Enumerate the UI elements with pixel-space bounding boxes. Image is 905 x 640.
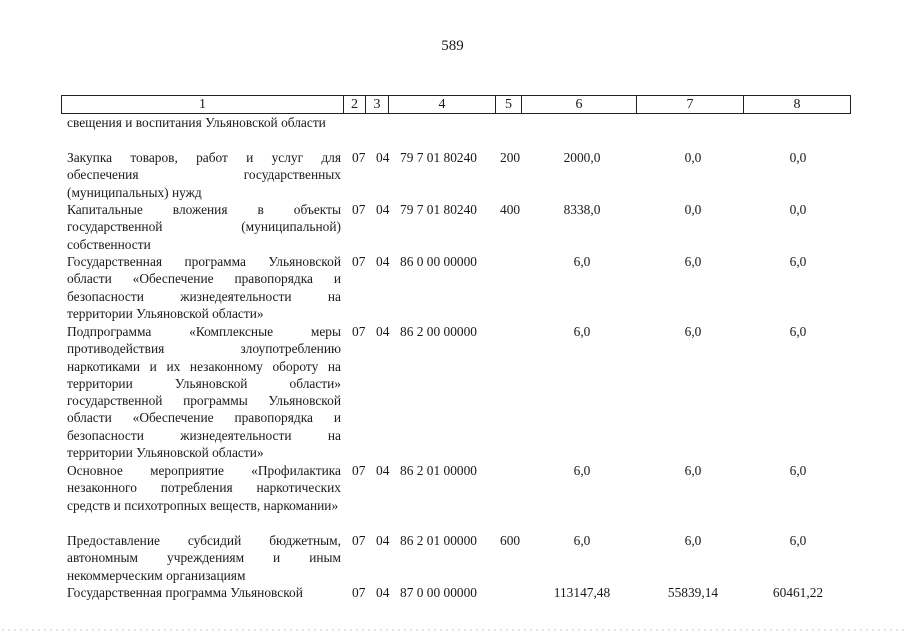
header-col-4: 4 (389, 96, 496, 113)
row-amount-year3: 6,0 (789, 533, 807, 548)
row-target-article: 79 7 01 80240 (400, 202, 477, 217)
row-amount-year1: 8338,0 (563, 202, 601, 217)
header-col-2: 2 (344, 96, 366, 113)
row-description: Государственная программа Ульяновской области «Обеспечение правопорядка и безопасности жизнедеятельности на территории Ульяновской области» (67, 254, 341, 321)
row-description: Закупка товаров, работ и услуг для обеспечения государственных (муниципальных) нужд (67, 150, 341, 200)
row-target-article: 87 0 00 00000 (400, 585, 477, 600)
row-subsection: 04 (376, 202, 390, 217)
row-target-article: 86 0 00 00000 (400, 254, 477, 269)
header-col-6: 6 (522, 96, 637, 113)
row-description: Предоставление субсидий бюджетным, автономным учреждениям и иным некоммерческим организациям (67, 533, 341, 583)
row-section: 07 (352, 463, 366, 478)
row-section: 07 (352, 202, 366, 217)
row-section: 07 (352, 150, 366, 165)
row-amount-year3: 0,0 (789, 202, 807, 217)
header-col-3: 3 (366, 96, 389, 113)
header-col-5: 5 (496, 96, 522, 113)
row-amount-year2: 6,0 (684, 533, 702, 548)
row-section: 07 (352, 533, 366, 548)
row-section: 07 (352, 254, 366, 269)
header-col-1: 1 (62, 96, 344, 113)
row-amount-year2: 6,0 (684, 463, 702, 478)
row-amount-year2: 6,0 (684, 254, 702, 269)
row-subsection: 04 (376, 254, 390, 269)
row-expense-type: 400 (500, 202, 521, 217)
row-section: 07 (352, 324, 366, 339)
row-amount-year2: 0,0 (684, 150, 702, 165)
table-header (61, 95, 851, 114)
row-amount-year1: 6,0 (573, 254, 591, 269)
row-amount-year3: 60461,22 (772, 585, 824, 600)
row-amount-year3: 6,0 (789, 463, 807, 478)
row-section: 07 (352, 585, 366, 600)
row-amount-year3: 0,0 (789, 150, 807, 165)
row-expense-type: 200 (500, 150, 521, 165)
row-subsection: 04 (376, 463, 390, 478)
row-amount-year1: 113147,48 (553, 585, 611, 600)
row-description: Капитальные вложения в объекты государственной (муниципальной) собственности (67, 202, 341, 252)
row-amount-year1: 6,0 (573, 533, 591, 548)
row-expense-type: 600 (500, 533, 521, 548)
row-target-article: 86 2 01 00000 (400, 533, 477, 548)
row-description: Подпрограмма «Комплексные меры противодействия злоупотреблению наркотиками и их незаконному обороту на территории Ульяновской области» государственной программы Ульяновской области «Обеспечение правопорядка и безопасности жизнедеятельности на территории Ульяновской области» (67, 324, 341, 461)
row-amount-year1: 6,0 (573, 463, 591, 478)
row-amount-year1: 2000,0 (563, 150, 601, 165)
row-amount-year3: 6,0 (789, 324, 807, 339)
header-col-8: 8 (793, 97, 801, 112)
row-amount-year2: 6,0 (684, 324, 702, 339)
row-amount-year1: 6,0 (573, 324, 591, 339)
row-amount-year3: 6,0 (789, 254, 807, 269)
row-subsection: 04 (376, 585, 390, 600)
row-description: свещения и воспитания Ульяновской области (67, 115, 326, 130)
row-subsection: 04 (376, 324, 390, 339)
header-col-7: 7 (637, 96, 744, 113)
row-amount-year2: 55839,14 (667, 585, 719, 600)
row-target-article: 86 2 00 00000 (400, 324, 477, 339)
page-number: 589 (441, 38, 464, 54)
row-description: Государственная программа Ульяновской (67, 585, 303, 600)
row-target-article: 86 2 01 00000 (400, 463, 477, 478)
row-subsection: 04 (376, 150, 390, 165)
scan-artifact-dots (0, 628, 905, 632)
row-target-article: 79 7 01 80240 (400, 150, 477, 165)
row-description: Основное мероприятие «Профилактика незаконного потребления наркотических средств и психотропных веществ, наркомании» (67, 463, 341, 513)
row-subsection: 04 (376, 533, 390, 548)
row-amount-year2: 0,0 (684, 202, 702, 217)
